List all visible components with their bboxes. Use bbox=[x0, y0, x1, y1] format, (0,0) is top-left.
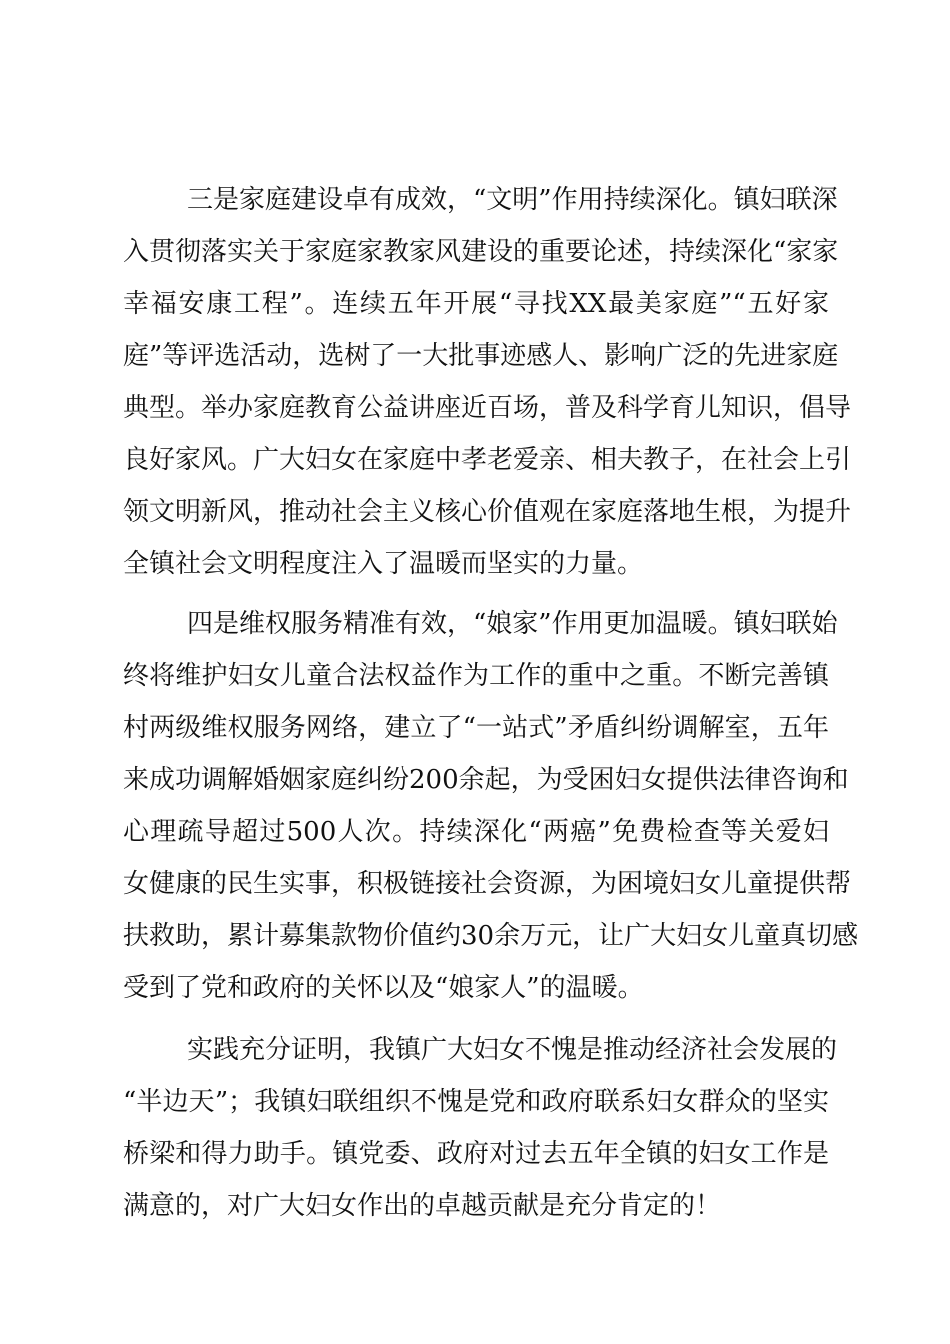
paragraph-4-line-3: 村两级维权服务网络，建立了“一站式”矛盾纠纷调解室，五年 bbox=[123, 713, 829, 743]
paragraph-4-line-5: 心理疏导超过500人次。持续深化“两癌”免费检查等关爱妇 bbox=[123, 817, 829, 847]
paragraph-4-line-1: 四是维权服务精准有效，“娘家”作用更加温暖。镇妇联始 bbox=[187, 609, 838, 639]
paragraph-3-line-1: 三是家庭建设卓有成效，“文明”作用持续深化。镇妇联深 bbox=[187, 185, 838, 215]
paragraph-3-line-6: 良好家风。广大妇女在家庭中孝老爱亲、相夫教子，在社会上引 bbox=[123, 445, 852, 475]
paragraph-3-line-5: 典型。举办家庭教育公益讲座近百场，普及科学育儿知识，倡导 bbox=[123, 393, 852, 423]
paragraph-3-line-8: 全镇社会文明程度注入了温暖而坚实的力量。 bbox=[123, 549, 644, 579]
paragraph-4-line-8: 受到了党和政府的关怀以及“娘家人”的温暖。 bbox=[123, 973, 644, 1003]
paragraph-3-line-4: 庭”等评选活动，选树了一大批事迹感人、影响广泛的先进家庭 bbox=[123, 341, 839, 371]
paragraph-3-line-2: 入贯彻落实关于家庭家教家风建设的重要论述，持续深化“家家 bbox=[123, 237, 839, 267]
paragraph-5-line-4: 满意的，对广大妇女作出的卓越贡献是充分肯定的！ bbox=[123, 1191, 722, 1221]
paragraph-5-line-1: 实践充分证明，我镇广大妇女不愧是推动经济社会发展的 bbox=[187, 1035, 838, 1065]
paragraph-5-line-2: “半边天”；我镇妇联组织不愧是党和政府联系妇女群众的坚实 bbox=[123, 1087, 829, 1117]
paragraph-4-line-7: 扶救助，累计募集款物价值约30余万元，让广大妇女儿童真切感 bbox=[123, 921, 859, 951]
paragraph-4-line-6: 女健康的民生实事，积极链接社会资源，为困境妇女儿童提供帮 bbox=[123, 869, 852, 899]
paragraph-3-line-3: 幸福安康工程”。连续五年开展“寻找XX最美家庭”“五好家 bbox=[123, 289, 829, 319]
paragraph-5-line-3: 桥梁和得力助手。镇党委、政府对过去五年全镇的妇女工作是 bbox=[123, 1139, 829, 1169]
paragraph-3-line-7: 领文明新风，推动社会主义核心价值观在家庭落地生根，为提升 bbox=[123, 497, 852, 527]
paragraph-4-line-2: 终将维护妇女儿童合法权益作为工作的重中之重。不断完善镇 bbox=[123, 661, 829, 691]
paragraph-4-line-4: 来成功调解婚姻家庭纠纷200余起，为受困妇女提供法律咨询和 bbox=[123, 765, 849, 795]
